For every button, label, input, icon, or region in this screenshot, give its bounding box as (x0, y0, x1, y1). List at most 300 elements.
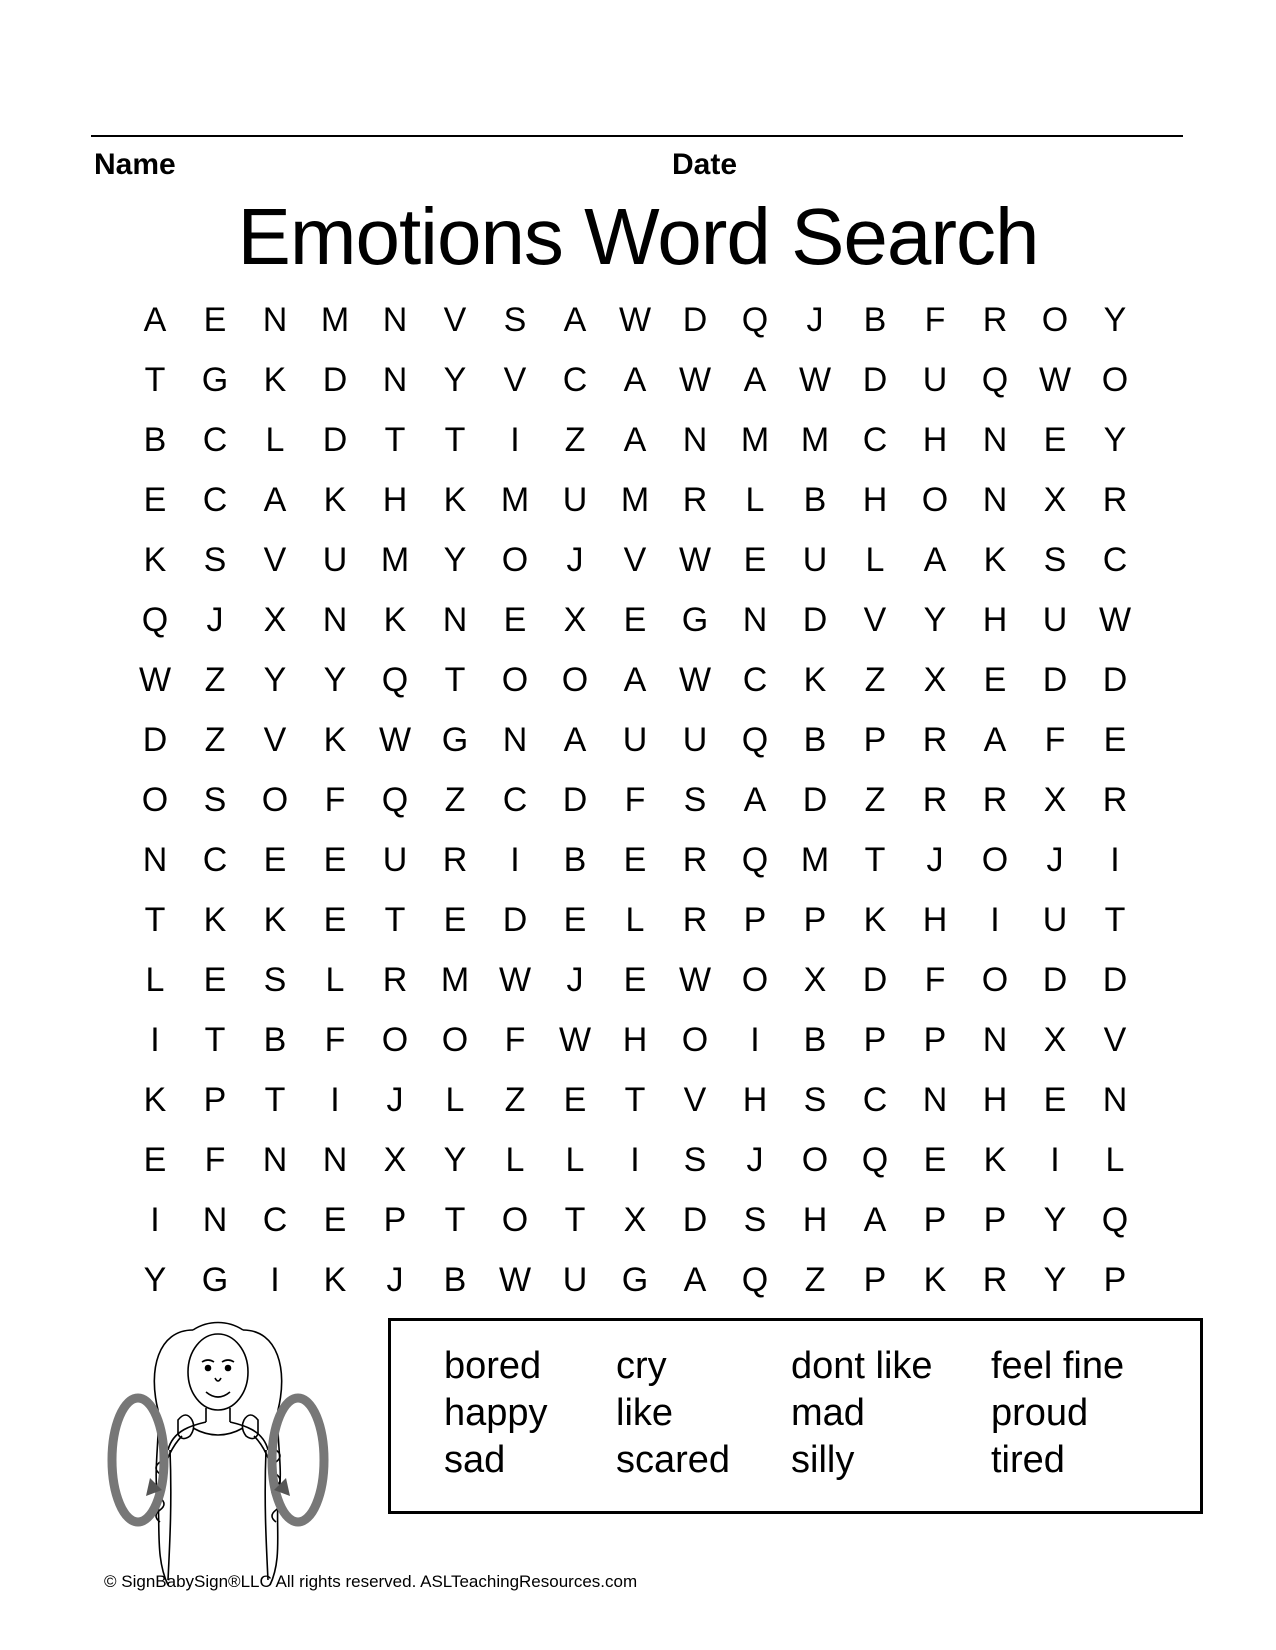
grid-letter: I (510, 841, 520, 879)
grid-letter: W (138, 661, 172, 699)
grid-letter: P (983, 1201, 1007, 1239)
grid-letter: P (863, 1261, 887, 1299)
grid-letter: I (330, 1081, 340, 1119)
grid-letter: L (745, 481, 765, 519)
grid-letter: K (323, 1261, 347, 1299)
grid-letter: R (1102, 781, 1128, 819)
grid-letter: R (682, 901, 708, 939)
grid-letter: N (682, 421, 708, 459)
grid-letter: Z (864, 661, 886, 699)
grid-letter: N (142, 841, 168, 879)
grid-letter: T (624, 1081, 646, 1119)
grid-letter: K (983, 541, 1007, 579)
grid-letter: U (922, 361, 948, 399)
page-title: Emotions Word Search (237, 192, 1039, 281)
grid-letter: W (498, 1261, 532, 1299)
grid-letter: U (562, 481, 588, 519)
grid-letter: K (863, 901, 887, 939)
grid-letter: Z (564, 421, 586, 459)
grid-letter: V (1103, 1021, 1127, 1059)
grid-letter: E (323, 841, 347, 879)
grid-letter: S (263, 961, 287, 999)
grid-letter: K (143, 541, 167, 579)
grid-letter: W (1098, 601, 1132, 639)
grid-letter: E (983, 661, 1007, 699)
grid-letter: U (622, 721, 648, 759)
grid-letter: X (623, 1201, 647, 1239)
grid-letter: J (926, 841, 944, 879)
grid-letter: T (264, 1081, 286, 1119)
grid-letter: D (1102, 661, 1128, 699)
grid-letter: G (681, 601, 709, 639)
grid-letter: N (382, 301, 408, 339)
grid-letter: S (803, 1081, 827, 1119)
grid-letter: E (623, 841, 647, 879)
grid-letter: E (143, 1141, 167, 1179)
grid-letter: I (510, 421, 520, 459)
grid-letter: Q (741, 1261, 769, 1299)
name-date-line (91, 135, 1183, 137)
grid-letter: O (681, 1021, 709, 1059)
grid-letter: U (382, 841, 408, 879)
grid-letter: T (144, 901, 166, 939)
grid-letter: T (204, 1021, 226, 1059)
grid-letter: Q (981, 361, 1009, 399)
grid-letter: X (803, 961, 827, 999)
grid-letter: K (323, 481, 347, 519)
date-label: Date (672, 148, 738, 181)
grid-letter: E (1043, 421, 1067, 459)
grid-letter: E (443, 901, 467, 939)
grid-letter: A (623, 361, 647, 399)
grid-letter: M (440, 961, 470, 999)
grid-letter: R (982, 781, 1008, 819)
grid-letter: D (682, 301, 708, 339)
grid-row (125, 650, 1145, 710)
grid-letter: R (442, 841, 468, 879)
grid-letter: O (801, 1141, 829, 1179)
grid-row (125, 1070, 1145, 1130)
grid-letter: T (384, 421, 406, 459)
grid-letter: G (441, 721, 469, 759)
letter-grid (125, 290, 1145, 1310)
grid-letter: U (1042, 901, 1068, 939)
grid-letter: O (561, 661, 589, 699)
grid-letter: C (742, 661, 768, 699)
word-item: like (616, 1392, 674, 1434)
grid-letter: T (1104, 901, 1126, 939)
grid-letter: W (678, 541, 712, 579)
grid-letter: Y (1103, 421, 1127, 459)
grid-letter: R (682, 841, 708, 879)
grid-letter: B (863, 301, 887, 339)
grid-letter: Z (204, 721, 226, 759)
grid-letter: V (863, 601, 887, 639)
grid-letter: V (683, 1081, 707, 1119)
grid-letter: I (150, 1201, 160, 1239)
grid-letter: P (803, 901, 827, 939)
grid-letter: E (1043, 1081, 1067, 1119)
grid-letter: R (682, 481, 708, 519)
grid-letter: P (923, 1201, 947, 1239)
grid-letter: Q (1101, 1201, 1129, 1239)
grid-letter: C (262, 1201, 288, 1239)
grid-letter: A (743, 361, 767, 399)
grid-letter: I (630, 1141, 640, 1179)
grid-letter: V (443, 301, 467, 339)
grid-letter: H (922, 421, 948, 459)
grid-letter: A (263, 481, 287, 519)
grid-letter: O (501, 661, 529, 699)
grid-letter: Z (864, 781, 886, 819)
grid-letter: D (1042, 661, 1068, 699)
grid-letter: E (563, 1081, 587, 1119)
grid-letter: D (322, 421, 348, 459)
grid-letter: M (620, 481, 650, 519)
grid-letter: T (384, 901, 406, 939)
grid-letter: Q (741, 721, 769, 759)
copyright-footer: © SignBabySign®LLC All rights reserved. ASLTeachingResources.com (104, 1572, 638, 1591)
grid-letter: C (202, 841, 228, 879)
word-item: happy (444, 1392, 548, 1434)
grid-letter: S (1043, 541, 1067, 579)
grid-letter: I (750, 1021, 760, 1059)
grid-letter: D (142, 721, 168, 759)
grid-letter: D (562, 781, 588, 819)
grid-letter: E (563, 901, 587, 939)
grid-letter: X (263, 601, 287, 639)
grid-letter: K (203, 901, 227, 939)
word-item: tired (991, 1439, 1065, 1481)
grid-letter: X (1043, 1021, 1067, 1059)
grid-letter: J (386, 1261, 404, 1299)
grid-letter: T (144, 361, 166, 399)
grid-letter: Q (141, 601, 169, 639)
grid-row (125, 710, 1145, 770)
grid-letter: F (504, 1021, 526, 1059)
grid-letter: B (563, 841, 587, 879)
grid-letter: E (503, 601, 527, 639)
grid-letter: D (862, 961, 888, 999)
grid-letter: U (562, 1261, 588, 1299)
grid-letter: A (563, 301, 587, 339)
grid-letter: D (322, 361, 348, 399)
grid-letter: W (798, 361, 832, 399)
grid-letter: N (982, 481, 1008, 519)
grid-letter: E (923, 1141, 947, 1179)
grid-letter: B (263, 1021, 287, 1059)
grid-letter: M (320, 301, 350, 339)
grid-letter: J (566, 541, 584, 579)
grid-letter: P (923, 1021, 947, 1059)
grid-letter: H (982, 1081, 1008, 1119)
grid-letter: D (1102, 961, 1128, 999)
grid-letter: S (203, 541, 227, 579)
grid-letter: K (443, 481, 467, 519)
grid-letter: W (678, 361, 712, 399)
grid-letter: E (623, 961, 647, 999)
grid-row (125, 590, 1145, 650)
grid-letter: O (1041, 301, 1069, 339)
grid-letter: P (863, 1021, 887, 1059)
grid-letter: R (1102, 481, 1128, 519)
grid-letter: M (740, 421, 770, 459)
grid-letter: E (263, 841, 287, 879)
grid-letter: D (1042, 961, 1068, 999)
word-item: bored (444, 1345, 542, 1387)
grid-letter: V (263, 721, 287, 759)
grid-letter: Z (444, 781, 466, 819)
word-item: dont like (791, 1345, 933, 1387)
grid-letter: B (143, 421, 167, 459)
grid-letter: K (923, 1261, 947, 1299)
grid-letter: V (623, 541, 647, 579)
grid-row (125, 1190, 1145, 1250)
grid-letter: B (803, 721, 827, 759)
grid-letter: Q (741, 841, 769, 879)
grid-letter: R (922, 781, 948, 819)
grid-letter: C (562, 361, 588, 399)
grid-letter: K (803, 661, 827, 699)
grid-letter: I (1050, 1141, 1060, 1179)
grid-letter: E (623, 601, 647, 639)
word-item: scared (616, 1439, 731, 1481)
grid-letter: U (1042, 601, 1068, 639)
grid-letter: A (683, 1261, 707, 1299)
word-column-2 (616, 1343, 730, 1484)
grid-letter: Y (443, 1141, 467, 1179)
grid-letter: G (201, 1261, 229, 1299)
grid-letter: W (678, 661, 712, 699)
grid-letter: P (203, 1081, 227, 1119)
grid-letter: C (502, 781, 528, 819)
grid-letter: I (990, 901, 1000, 939)
grid-letter: R (922, 721, 948, 759)
grid-letter: X (1043, 781, 1067, 819)
grid-letter: F (924, 961, 946, 999)
grid-letter: N (382, 361, 408, 399)
grid-letter: Y (1043, 1201, 1067, 1239)
grid-letter: J (806, 301, 824, 339)
grid-row (125, 950, 1145, 1010)
grid-letter: T (444, 1201, 466, 1239)
grid-letter: Y (1043, 1261, 1067, 1299)
grid-letter: J (386, 1081, 404, 1119)
grid-letter: S (683, 1141, 707, 1179)
grid-letter: W (618, 301, 652, 339)
grid-letter: E (323, 901, 347, 939)
grid-letter: N (262, 301, 288, 339)
grid-letter: K (143, 1081, 167, 1119)
grid-letter: O (141, 781, 169, 819)
child-signing-illustration (98, 1300, 338, 1600)
grid-letter: Y (443, 361, 467, 399)
grid-letter: K (983, 1141, 1007, 1179)
grid-letter: B (443, 1261, 467, 1299)
grid-letter: O (381, 1021, 409, 1059)
grid-letter: X (563, 601, 587, 639)
grid-letter: Q (381, 781, 409, 819)
grid-letter: X (1043, 481, 1067, 519)
grid-letter: O (501, 1201, 529, 1239)
grid-letter: K (263, 901, 287, 939)
grid-letter: X (923, 661, 947, 699)
grid-letter: P (743, 901, 767, 939)
grid-letter: K (383, 601, 407, 639)
grid-letter: Z (804, 1261, 826, 1299)
grid-letter: N (922, 1081, 948, 1119)
grid-letter: C (202, 481, 228, 519)
grid-letter: N (742, 601, 768, 639)
grid-letter: C (1102, 541, 1128, 579)
grid-letter: A (923, 541, 947, 579)
grid-letter: F (204, 1141, 226, 1179)
grid-letter: U (682, 721, 708, 759)
grid-row (125, 350, 1145, 410)
grid-letter: N (322, 1141, 348, 1179)
grid-letter: W (558, 1021, 592, 1059)
grid-letter: H (802, 1201, 828, 1239)
grid-letter: L (625, 901, 645, 939)
grid-letter: B (803, 481, 827, 519)
grid-letter: A (863, 1201, 887, 1239)
grid-letter: Z (504, 1081, 526, 1119)
grid-letter: F (624, 781, 646, 819)
grid-letter: I (270, 1261, 280, 1299)
grid-letter: S (503, 301, 527, 339)
grid-letter: H (982, 601, 1008, 639)
grid-letter: E (1103, 721, 1127, 759)
grid-letter: N (1102, 1081, 1128, 1119)
grid-letter: Y (323, 661, 347, 699)
grid-letter: N (442, 601, 468, 639)
grid-letter: T (864, 841, 886, 879)
grid-letter: H (922, 901, 948, 939)
grid-letter: P (1103, 1261, 1127, 1299)
grid-letter: P (863, 721, 887, 759)
grid-letter: H (622, 1021, 648, 1059)
grid-letter: A (563, 721, 587, 759)
grid-letter: M (380, 541, 410, 579)
grid-letter: I (150, 1021, 160, 1059)
grid-letter: R (982, 1261, 1008, 1299)
grid-letter: J (746, 1141, 764, 1179)
grid-letter: A (743, 781, 767, 819)
grid-letter: F (324, 1021, 346, 1059)
grid-letter: O (501, 541, 529, 579)
grid-letter: O (1101, 361, 1129, 399)
grid-letter: H (742, 1081, 768, 1119)
grid-letter: O (981, 841, 1009, 879)
grid-letter: V (263, 541, 287, 579)
grid-letter: N (202, 1201, 228, 1239)
grid-letter: N (502, 721, 528, 759)
word-item: mad (791, 1392, 865, 1434)
grid-letter: E (203, 961, 227, 999)
word-item: cry (616, 1345, 667, 1387)
grid-letter: T (444, 661, 466, 699)
grid-letter: N (322, 601, 348, 639)
grid-row (125, 1010, 1145, 1070)
grid-letter: D (862, 361, 888, 399)
grid-letter: G (621, 1261, 649, 1299)
grid-letter: L (445, 1081, 465, 1119)
word-column-3 (791, 1343, 933, 1484)
name-label: Name (94, 148, 176, 181)
grid-letter: H (382, 481, 408, 519)
grid-letter: N (982, 1021, 1008, 1059)
grid-letter: A (143, 301, 167, 339)
grid-letter: U (802, 541, 828, 579)
grid-letter: V (503, 361, 527, 399)
grid-letter: W (1038, 361, 1072, 399)
grid-letter: W (378, 721, 412, 759)
grid-letter: E (743, 541, 767, 579)
word-column-1 (444, 1343, 548, 1484)
grid-letter: W (678, 961, 712, 999)
grid-letter: T (444, 421, 466, 459)
grid-letter: S (203, 781, 227, 819)
grid-row (125, 290, 1145, 350)
word-list-box (388, 1318, 1203, 1514)
grid-letter: Q (381, 661, 409, 699)
grid-letter: E (143, 481, 167, 519)
grid-letter: Y (143, 1261, 167, 1299)
grid-letter: X (383, 1141, 407, 1179)
grid-letter: O (921, 481, 949, 519)
grid-row (125, 890, 1145, 950)
word-item: proud (991, 1392, 1089, 1434)
grid-letter: F (924, 301, 946, 339)
grid-letter: M (500, 481, 530, 519)
grid-letter: W (498, 961, 532, 999)
grid-letter: O (441, 1021, 469, 1059)
grid-letter: L (145, 961, 165, 999)
grid-letter: D (802, 601, 828, 639)
grid-letter: U (322, 541, 348, 579)
grid-letter: L (325, 961, 345, 999)
word-column-4 (991, 1343, 1124, 1484)
grid-letter: F (324, 781, 346, 819)
word-item: feel fine (991, 1345, 1125, 1387)
grid-letter: F (1044, 721, 1066, 759)
grid-letter: D (502, 901, 528, 939)
grid-letter: L (1105, 1141, 1125, 1179)
grid-letter: Y (923, 601, 947, 639)
grid-letter: L (505, 1141, 525, 1179)
grid-letter: A (983, 721, 1007, 759)
grid-letter: A (623, 421, 647, 459)
grid-row (125, 770, 1145, 830)
word-item: sad (444, 1439, 506, 1481)
grid-letter: O (261, 781, 289, 819)
grid-letter: C (862, 421, 888, 459)
grid-row (125, 830, 1145, 890)
grid-letter: C (202, 421, 228, 459)
grid-letter: C (862, 1081, 888, 1119)
grid-letter: B (803, 1021, 827, 1059)
grid-letter: Q (741, 301, 769, 339)
grid-letter: A (623, 661, 647, 699)
grid-letter: Y (263, 661, 287, 699)
grid-letter: N (262, 1141, 288, 1179)
grid-letter: D (802, 781, 828, 819)
grid-letter: K (263, 361, 287, 399)
grid-letter: P (383, 1201, 407, 1239)
grid-row (125, 1130, 1145, 1190)
grid-letter: S (743, 1201, 767, 1239)
grid-letter: R (982, 301, 1008, 339)
